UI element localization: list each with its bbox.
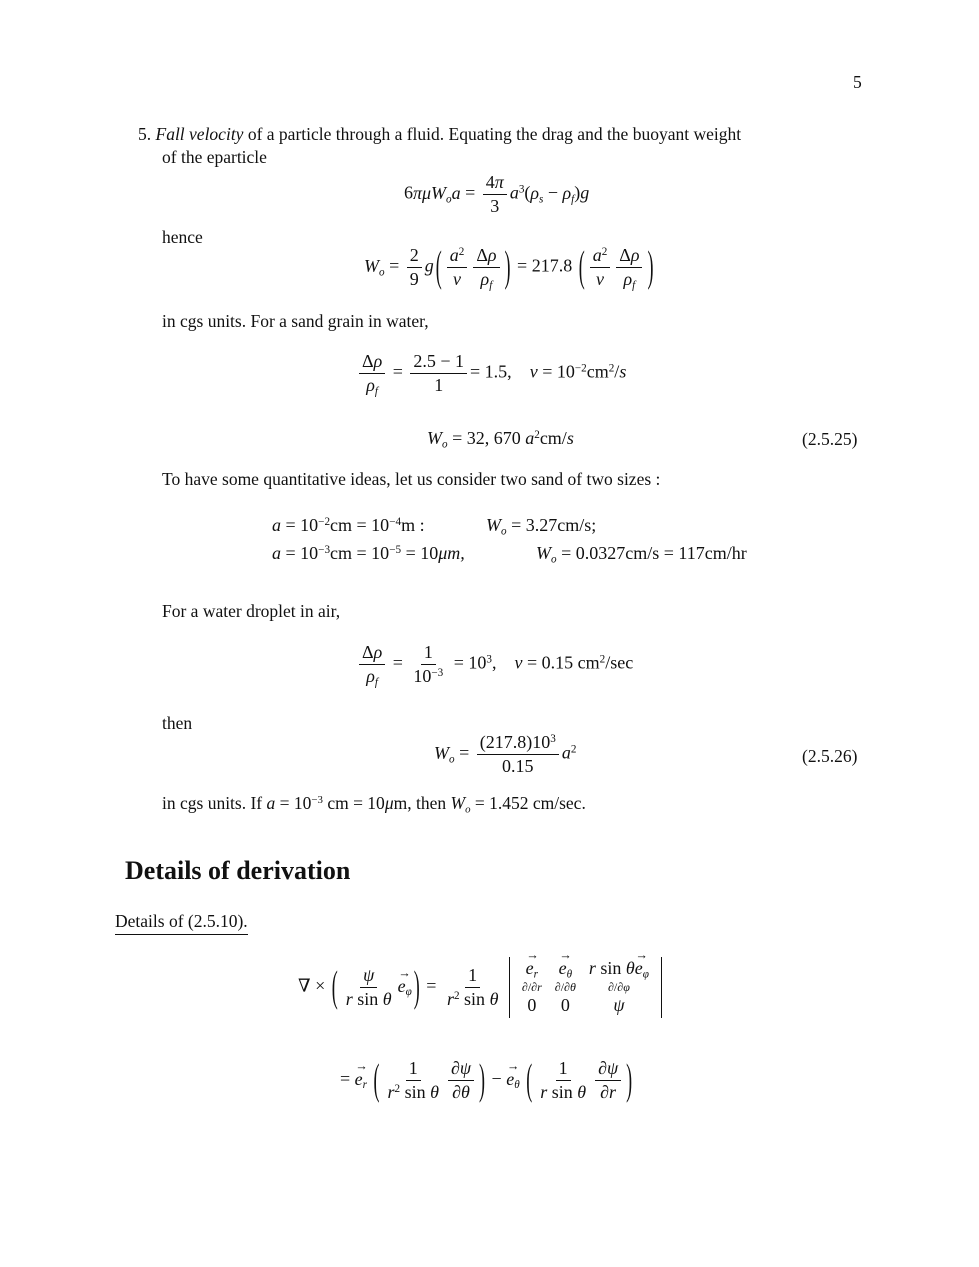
size-case-1-velocity: $W_o = 3.27cm/s$; — [486, 515, 597, 538]
item-intro: of a particle through a fluid. Equating the drag and the buoyant weight — [247, 124, 742, 144]
page-number: 5 — [853, 72, 862, 92]
droplet-fall-velocity: $W_o$ = $\frac{(217.8)10^3}{0.15}$ $a^2$ — [434, 732, 577, 776]
item-intro-line — [138, 124, 741, 145]
equation-number-2-5-25: (2.5.25) — [802, 429, 858, 449]
sand-fall-velocity: $W_o = 32$, 670 $a^2cm/s$ — [427, 428, 574, 451]
item-intro-continued: of the eparticle — [162, 147, 267, 167]
coefficient: 217.8 — [531, 255, 573, 276]
fall-velocity-equation: $W_o$ = $\frac{2}{9}$ g ( $\frac{a^2}{\nu}$ $\frac{\Delta\rho}{\rho_f}$ ) = 217.8 ( $\frac{a^2}{\nu}$ $\frac{\Delta\rho}{\rho_f}$ ) — [364, 242, 654, 292]
curl-determinant-equation: ∇ × ( $\frac{\psi}{\text{r sin θ}}$ → $e_\varphi$ ) = $\frac{1}{r^2 \sin \theta}$ → $e_r$ → $e_\theta$ r $\sin \theta\to e_\varphi$ ∂/∂r ∂/∂θ ∂/∂φ 0 0 ψ — [298, 957, 662, 1018]
subsection-label: Details of (2.5.10). — [115, 911, 248, 932]
drag-balance-equation: 6πμW$_o$a = $\frac{4\pi}{3}$ $a^3(\rho_s - \rho_f)g$ — [404, 172, 590, 216]
final-cgs-text: in cgs units. If $a = 10^{-3}$ cm = 10μm, then $W_o = 1.452$ cm/sec. — [162, 793, 586, 816]
equation-number-2-5-26: (2.5.26) — [802, 746, 858, 766]
item-number: 5. — [138, 124, 152, 144]
item-title: Fall velocity — [155, 124, 244, 144]
sand-density-ratio: $\frac{\Delta\rho}{\rho_f}$ = $\frac{2.5 - 1}{1}$ = 1.5, $\nu = 10^{-2}cm^2/s$ — [356, 352, 626, 395]
size-case-1: $a = 10^{-2}cm = 10^{-4}m$ : — [272, 515, 425, 535]
hence-label: hence — [162, 227, 203, 247]
cgs-sand-text: in cgs units. For a sand grain in water, — [162, 311, 429, 331]
air-density-ratio: $\frac{\Delta\rho}{\rho_f}$ = $\frac{1}{10^{-3}}$ = $10^3$, ν = 0.15 $cm^2/\sec$ — [356, 643, 633, 686]
then-label: then — [162, 713, 193, 733]
size-case-2-velocity: $W_o = 0.0327cm/s = 117cm/hr$ — [536, 543, 747, 566]
droplet-text: For a water droplet in air, — [162, 601, 341, 621]
curl-expansion-equation: = → $e_r$ ( $\frac{1}{r^2 \sin \theta}$ $\frac{\partial\psi}{\partial\theta}$ ) − → $e_\theta$ ( $\frac{1}{\text{r sin θ}}$ $\frac{\partial\psi}{\partial r}$ ) — [340, 1059, 634, 1102]
size-case-2: $a = 10^{-3}cm = 10^{-5} = 10\mu m$, — [272, 543, 465, 563]
determinant-matrix: → $e_r$ → $e_\theta$ r $\sin \theta\to e_\varphi$ ∂/∂r ∂/∂θ ∂/∂φ 0 0 ψ — [509, 957, 662, 1018]
section-heading: Details of derivation — [125, 856, 351, 885]
quantitative-text: To have some quantitative ideas, let us consider two sand of two sizes : — [162, 469, 661, 489]
